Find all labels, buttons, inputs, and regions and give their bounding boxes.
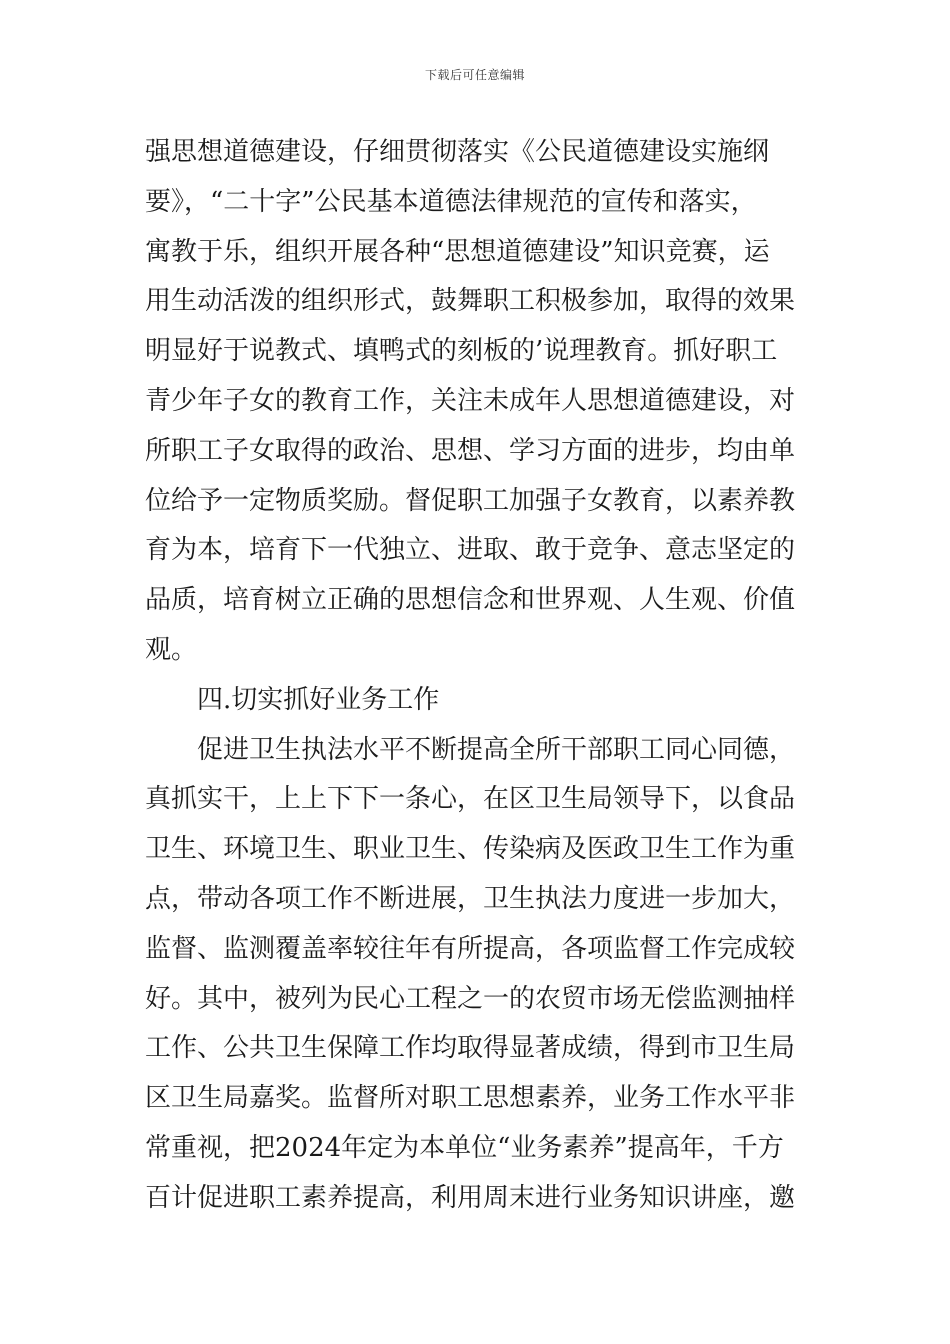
text-line: 真抓实干，上上下下一条心，在区卫生局领导下，以食品 <box>145 784 796 815</box>
text-line: 点，带动各项工作不断进展，卫生执法力度进一步加大， <box>145 883 796 914</box>
text-line: 强思想道德建设，仔细贯彻落实《公民道德建设实施纲 <box>145 137 770 167</box>
document-body <box>145 128 805 1224</box>
section-heading: 四.切实抓好业务工作 <box>197 684 440 715</box>
text-line: 好。其中，被列为民心工程之一的农贸市场无偿监测抽样 <box>145 983 796 1014</box>
text-line: 区卫生局嘉奖。监督所对职工思想素养，业务工作水平非 <box>145 1083 796 1114</box>
text-line: 监督、监测覆盖率较往年有所提高，各项监督工作完成较 <box>145 933 796 964</box>
text-line: 所职工子女取得的政治、思想、学习方面的进步，均由单 <box>145 435 796 466</box>
text-line: 要》，“二十字”公民基本道德法律规范的宣传和落实， <box>145 186 757 217</box>
text-line: 寓教于乐，组织开展各种“思想道德建设”知识竞赛，运 <box>145 236 770 267</box>
text-line: 观。 <box>145 634 198 665</box>
text-line: 用生动活泼的组织形式，鼓舞职工积极参加，取得的效果 <box>145 286 796 317</box>
page-header-note: 下载后可任意编辑 <box>424 68 525 82</box>
text-line: 卫生、环境卫生、职业卫生、传染病及医政卫生工作为重 <box>145 834 796 865</box>
text-line: 位给予一定物质奖励。督促职工加强子女教育，以素养教 <box>145 485 796 516</box>
text-line: 常重视，把2024年定为本单位“业务素养”提高年，千方 <box>145 1132 784 1163</box>
text-line: 育为本，培育下一代独立、进取、敢于竞争、意志坚定的 <box>145 535 796 566</box>
text-line: 青少年子女的教育工作，关注未成年人思想道德建设，对 <box>145 385 796 416</box>
text-line: 明显好于说教式、填鸭式的刻板的’说理教育。抓好职工 <box>145 336 778 367</box>
text-line: 百计促进职工素养提高，利用周末进行业务知识讲座，邀 <box>145 1182 796 1213</box>
text-line: 促进卫生执法水平不断提高全所干部职工同心同德， <box>197 734 796 765</box>
text-line: 工作、公共卫生保障工作均取得显著成绩，得到市卫生局 <box>145 1033 796 1064</box>
text-line: 品质，培育树立正确的思想信念和世界观、人生观、价值 <box>145 585 796 616</box>
